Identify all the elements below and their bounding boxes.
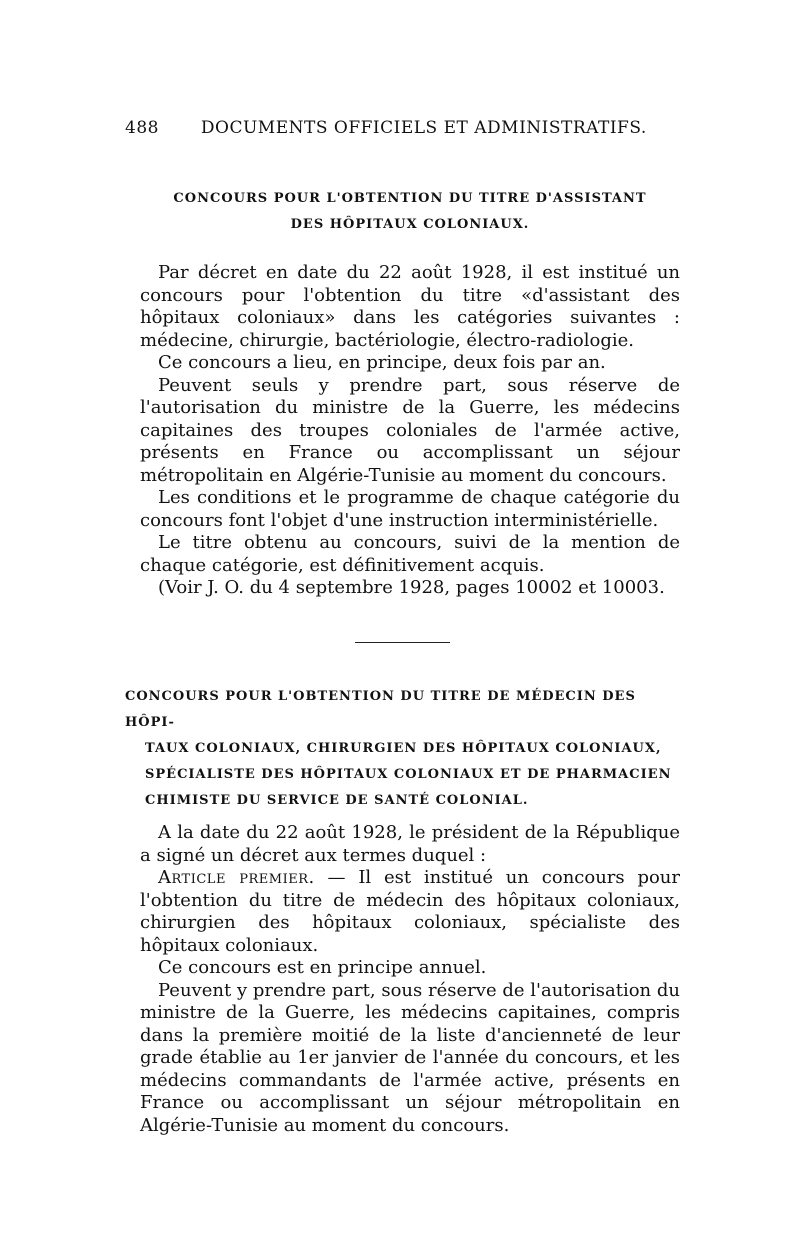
paragraph: (Voir J. O. du 4 septembre 1928, pages 10002 et 10003.: [158, 577, 665, 598]
page-header: [125, 118, 685, 138]
paragraph: Peuvent seuls y prendre part, sous réserve de l'autorisation du ministre de la Guerre, les médecins capitaines des troupes coloniales de l'armée active, présents en France ou accomplissant un séjour métropolitain en Algérie-Tunisie au moment du concours.: [140, 374, 680, 486]
paragraph: Ce concours a lieu, en principe, deux fois par an.: [158, 352, 606, 373]
section2-title: [125, 684, 680, 814]
section2-title-line: CONCOURS POUR L'OBTENTION DU TITRE DE MÉDECIN DES HÔPI-: [125, 689, 636, 730]
paragraph: Par décret en date du 22 août 1928, il est institué un concours pour l'obtention du titre «d'assistant des hôpitaux coloniaux» dans les catégories suivantes : médecine, chirurgie, bactériologie, électro-radiologie.: [140, 262, 680, 351]
paragraph: Peuvent y prendre part, sous réserve de l'autorisation du ministre de la Guerre, les médecins capitaines, compris dans la première moitié de la liste d'ancienneté de leur grade établie au 1er janvier de l'année du concours, et les médecins commandants de l'armée active, présents en France ou accomplissant un séjour métropolitain en Algérie-Tunisie au moment du concours.: [140, 979, 680, 1136]
article-text: — Il est institué un concours pour l'obtention du titre de médecin des hôpitaux coloniaux, chirurgien des hôpitaux coloniaux, spécialiste des hôpitaux coloniaux.: [140, 867, 680, 956]
section2-title-line: CHIMISTE DU SERVICE DE SANTÉ COLONIAL.: [145, 793, 529, 808]
paragraph: Les conditions et le programme de chaque catégorie du concours font l'objet d'une instruction interministérielle.: [140, 487, 680, 531]
section1-body: [140, 262, 680, 600]
section-divider: [355, 642, 450, 643]
section2-body: [140, 822, 680, 1137]
page-number: 488: [125, 118, 159, 138]
paragraph: Le titre obtenu au concours, suivi de la mention de chaque catégorie, est définitivement acquis.: [140, 532, 680, 576]
section2-title-line: SPÉCIALISTE DES HÔPITAUX COLONIAUX ET DE PHARMACIEN: [145, 767, 672, 782]
paragraph: A la date du 22 août 1928, le président de la République a signé un décret aux termes duquel :: [140, 822, 680, 866]
section1-title-line: DES HÔPITAUX COLONIAUX.: [290, 217, 530, 232]
section1-title: [140, 186, 680, 238]
section1-title-line: CONCOURS POUR L'OBTENTION DU TITRE D'ASSISTANT: [173, 191, 647, 206]
section2-title-line: TAUX COLONIAUX, CHIRURGIEN DES HÔPITAUX COLONIAUX,: [145, 741, 662, 756]
running-title: DOCUMENTS OFFICIELS ET ADMINISTRATIFS.: [200, 118, 647, 138]
article-label: Article premier.: [158, 867, 315, 888]
paragraph: Ce concours est en principe annuel.: [158, 957, 487, 978]
article-paragraph: [140, 867, 680, 957]
